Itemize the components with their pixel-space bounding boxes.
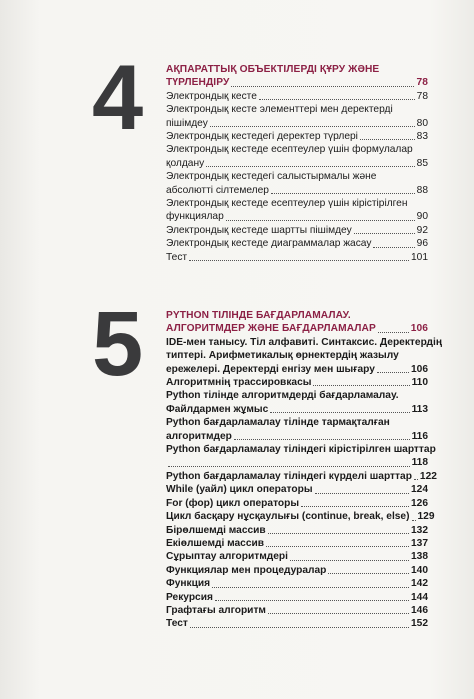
toc-entry-text: типтері. Арифметикалық өрнектердің жазылу <box>166 350 399 362</box>
toc-entry-page: 152 <box>411 618 428 630</box>
toc-entry <box>166 389 428 416</box>
toc-entry-page: 124 <box>411 484 428 496</box>
toc-entry-page: 85 <box>416 157 428 169</box>
dot-leader <box>259 99 415 100</box>
toc-entry-line <box>166 577 428 590</box>
toc-entry <box>166 510 435 523</box>
toc-entry <box>166 103 428 130</box>
toc-entry-line <box>166 117 428 130</box>
toc-entry <box>166 483 428 496</box>
toc-entry-line <box>166 564 428 577</box>
chapter-5-number: 5 <box>92 293 144 395</box>
toc-entry-line <box>166 224 428 237</box>
chapter-title-page: 106 <box>410 323 428 335</box>
toc-entry-text: Бірөлшемді массив <box>166 524 266 536</box>
toc-entry-page: 122 <box>419 470 437 482</box>
toc-entry-text: Екіөлшемді массив <box>166 537 265 549</box>
toc-entry-page: 142 <box>411 578 428 590</box>
chapter-title <box>166 63 428 90</box>
toc-entry-line <box>166 430 428 443</box>
toc-entry <box>166 416 428 443</box>
toc-entry-line <box>166 130 428 143</box>
toc-entry-text: Python бағдарламалау тіліндегі кірістірілген шарттар <box>166 444 436 456</box>
toc-entry-page: 88 <box>416 184 428 196</box>
dot-leader <box>271 193 415 194</box>
dot-leader <box>270 412 409 413</box>
toc-entry-text: Электрондық кестедегі деректер түрлері <box>166 131 358 143</box>
dot-leader <box>378 332 409 333</box>
toc-entry-text: қолдану <box>166 157 205 169</box>
toc-entry-line <box>166 604 428 617</box>
toc-entry-text: Электрондық кестеде шартты пішімдеу <box>166 224 352 236</box>
toc-entry-text: Электрондық кестеде есептеулер үшін кірістірілген <box>166 198 408 210</box>
chapter-title <box>166 309 428 336</box>
toc-entry-line <box>166 237 428 250</box>
toc-entry-line <box>166 443 436 456</box>
chapter-title-text: PYTHON ТІЛІНДЕ БАҒДАРЛАМАЛАУ. <box>166 310 351 321</box>
dot-leader <box>268 613 409 614</box>
toc-entry-text: Файлдармен жұмыс <box>166 403 269 415</box>
toc-entry-text: For (фор) цикл операторы <box>166 497 300 509</box>
chapter-5-toc <box>166 309 443 631</box>
toc-entry <box>166 90 428 103</box>
toc-entry <box>166 224 428 237</box>
dot-leader <box>215 600 409 601</box>
toc-entry-line <box>166 336 443 349</box>
dot-leader <box>373 247 414 248</box>
dot-leader <box>354 233 415 234</box>
toc-entry-page: 118 <box>411 457 428 469</box>
toc-entry-page: 144 <box>411 591 428 603</box>
toc-entry-text: функциялар <box>166 211 224 223</box>
toc-entry <box>166 497 428 510</box>
dot-leader <box>328 573 409 574</box>
toc-entry-page: 126 <box>411 497 428 509</box>
toc-entry <box>166 130 428 143</box>
toc-entry <box>166 617 428 630</box>
toc-entry-text: Python бағдарламалау тіліндегі күрделі шарттар <box>166 470 412 482</box>
dot-leader <box>412 520 416 521</box>
dot-leader <box>234 439 410 440</box>
toc-entry-line <box>166 524 428 537</box>
toc-entry-text: Электрондық кестеде есептеулер үшін формулалар <box>166 144 413 156</box>
toc-entry-line <box>166 456 428 469</box>
toc-entry <box>166 143 428 170</box>
toc-entry-text: Python бағдарламалау тілінде тармақталған <box>166 417 390 429</box>
toc-entry-text: Алгоритмнің трассировкасы <box>166 377 312 389</box>
toc-entry <box>166 550 428 563</box>
toc-entry-line <box>166 376 428 389</box>
toc-entry <box>166 524 428 537</box>
toc-entry-text: Цикл басқару нұсқаулығы (continue, break, else) <box>166 511 410 523</box>
dot-leader <box>301 506 409 507</box>
toc-entry-page: 106 <box>411 363 428 375</box>
chapter-title-text: АҚПАРАТТЫҚ ОБЪЕКТІЛЕРДІ ҚҰРУ ЖӘНЕ <box>166 64 380 75</box>
chapter-title-text: АЛГОРИТМДЕР ЖӘНЕ БАҒДАРЛАМАЛАР <box>166 323 376 335</box>
dot-leader <box>290 560 409 561</box>
toc-entry-text: Сұрыптау алгоритмдері <box>166 551 288 563</box>
toc-entry <box>166 591 428 604</box>
chapter-title-line <box>166 63 428 76</box>
toc-entry-page: 129 <box>417 511 435 523</box>
toc-entry <box>166 170 428 197</box>
toc-entry-page: 83 <box>416 131 428 143</box>
toc-entry-text: IDE-мен танысу. Тіл алфавиті. Синтаксис. Деректердің <box>166 336 443 348</box>
toc-entry-page: 78 <box>416 90 428 102</box>
dot-leader <box>377 372 409 373</box>
chapter-4-number: 4 <box>92 47 144 149</box>
dot-leader <box>190 627 409 628</box>
toc-entry-line <box>166 497 428 510</box>
toc-entry-text: пішімдеу <box>166 117 208 129</box>
dot-leader <box>210 126 415 127</box>
toc-entry-text: Функция <box>166 578 211 590</box>
toc-entry-line <box>166 416 428 429</box>
toc-entry-text: алгоритмдер <box>166 430 232 442</box>
chapter-title-line <box>166 322 428 335</box>
toc-entry <box>166 443 436 470</box>
dot-leader <box>360 139 415 140</box>
chapter-title-text: ТҮРЛЕНДІРУ <box>166 77 230 89</box>
toc-entry-page: 92 <box>416 224 428 236</box>
chapter-4-toc <box>166 63 428 264</box>
toc-entry-page: 96 <box>416 238 428 250</box>
toc-entry <box>166 251 428 264</box>
toc-entry-text: Тест <box>166 618 188 630</box>
toc-entry-line <box>166 550 428 563</box>
toc-entry-line <box>166 537 428 550</box>
toc-entry <box>166 237 428 250</box>
dot-leader <box>414 479 418 480</box>
dot-leader <box>266 546 409 547</box>
toc-entry-page: 101 <box>411 251 428 263</box>
toc-entry-page: 132 <box>411 524 428 536</box>
toc-entry-line <box>166 90 428 103</box>
toc-entry-line <box>166 143 428 156</box>
toc-entry-page: 110 <box>411 377 428 389</box>
toc-entry <box>166 336 443 376</box>
toc-entry-line <box>166 617 428 630</box>
toc-entry-line <box>166 483 428 496</box>
toc-entry <box>166 376 428 389</box>
toc-entry <box>166 564 428 577</box>
dot-leader <box>168 466 410 467</box>
dot-leader <box>268 533 409 534</box>
toc-entry-line <box>166 349 428 362</box>
toc-entry-line <box>166 591 428 604</box>
dot-leader <box>189 260 409 261</box>
toc-entry-page: 80 <box>416 117 428 129</box>
chapter-title-line <box>166 76 428 89</box>
toc-entry-text: Электрондық кестеде диаграммалар жасау <box>166 238 372 250</box>
toc-entry-page: 146 <box>411 604 428 616</box>
dot-leader <box>212 587 409 588</box>
toc-entry-line <box>166 251 428 264</box>
toc-entry-line <box>166 197 428 210</box>
toc-entry-page: 138 <box>411 551 428 563</box>
dot-leader <box>315 493 409 494</box>
toc-entry <box>166 577 428 590</box>
toc-entry-line <box>166 510 435 523</box>
toc-entry-text: абсолютті сілтемелер <box>166 184 269 196</box>
dot-leader <box>313 385 409 386</box>
toc-entry-line <box>166 157 428 170</box>
toc-entry-line <box>166 363 428 376</box>
toc-entry-text: Python тілінде алгоритмдерді бағдарламалау. <box>166 390 399 402</box>
toc-entry-page: 116 <box>411 430 428 442</box>
toc-entry-line <box>166 184 428 197</box>
toc-entry-page: 113 <box>411 403 428 415</box>
dot-leader <box>226 220 415 221</box>
toc-entry-page: 140 <box>411 564 428 576</box>
toc-entry-page: 137 <box>411 537 428 549</box>
dot-leader <box>206 166 414 167</box>
toc-entry-text: Электрондық кесте элементтері мен деректерді <box>166 104 393 116</box>
toc-entry-line <box>166 470 437 483</box>
toc-entry <box>166 197 428 224</box>
toc-entry-page: 90 <box>416 211 428 223</box>
chapter-title-page: 78 <box>416 77 428 89</box>
toc-entry-text: Графтағы алгоритм <box>166 604 266 616</box>
toc-entry-text: Электрондық кесте <box>166 90 257 102</box>
chapter-title-line <box>166 309 428 322</box>
toc-entry-line <box>166 389 428 402</box>
toc-entry-line <box>166 170 428 183</box>
toc-entry-text: Рекурсия <box>166 591 213 603</box>
toc-entry-text: Функциялар мен процедуралар <box>166 564 327 576</box>
toc-entry-text: Электрондық кестедегі салыстырмалы және <box>166 171 377 183</box>
toc-entry <box>166 537 428 550</box>
toc-entry-line <box>166 103 428 116</box>
toc-entry-text: ережелері. Деректерді енгізу мен шығару <box>166 363 375 375</box>
toc-entry <box>166 470 437 483</box>
toc-entry-text: While (уайл) цикл операторы <box>166 484 313 496</box>
toc-entry-line <box>166 210 428 223</box>
toc-entry <box>166 604 428 617</box>
dot-leader <box>231 86 414 87</box>
toc-entry-line <box>166 403 428 416</box>
toc-entry-text: Тест <box>166 251 188 263</box>
